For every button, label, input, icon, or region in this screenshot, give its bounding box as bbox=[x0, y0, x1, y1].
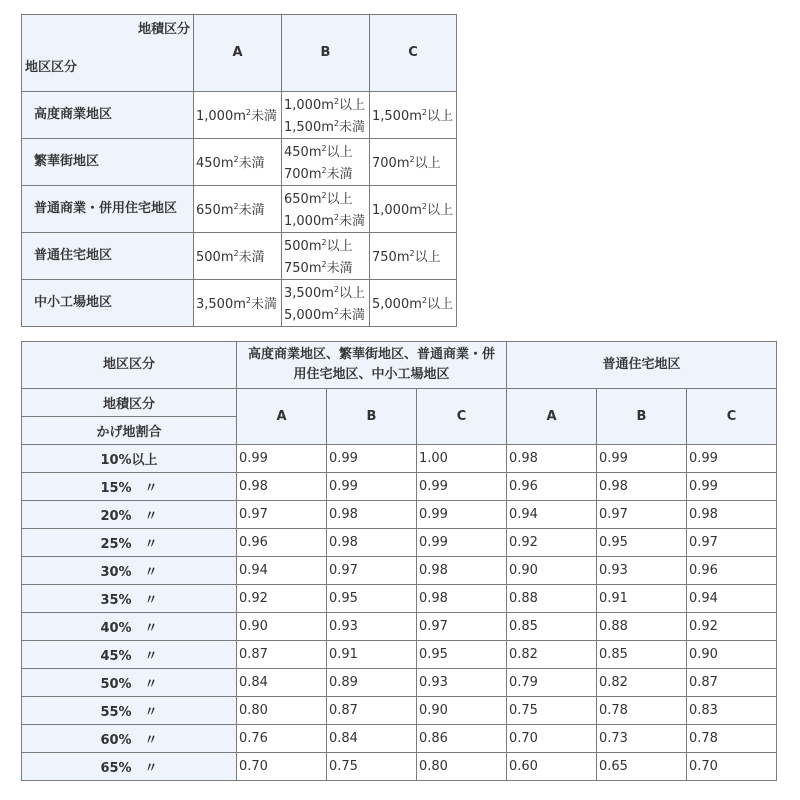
correction-value: 0.98 bbox=[417, 557, 507, 585]
commercial-group-header bbox=[237, 342, 507, 389]
area-suffix: 以上 bbox=[414, 250, 441, 265]
correction-value: 0.98 bbox=[417, 585, 507, 613]
correction-value: 0.75 bbox=[327, 753, 417, 781]
correction-value: 0.92 bbox=[687, 613, 777, 641]
correction-value: 0.90 bbox=[687, 641, 777, 669]
area-measure-b2 bbox=[284, 308, 365, 323]
area-cell-a bbox=[194, 233, 282, 280]
area-cell-b bbox=[282, 92, 370, 139]
square-superscript: 2 bbox=[321, 238, 327, 247]
correction-value: 0.94 bbox=[507, 501, 597, 529]
correction-value: 0.98 bbox=[687, 501, 777, 529]
area-cell-a bbox=[194, 139, 282, 186]
area-number: 700m bbox=[372, 156, 410, 171]
area-cell-b bbox=[282, 139, 370, 186]
area-suffix: 未満 bbox=[338, 120, 365, 135]
area-suffix: 未満 bbox=[326, 261, 353, 276]
col-header-a: A bbox=[194, 15, 282, 92]
correction-value: 0.97 bbox=[687, 529, 777, 557]
area-number: 650m bbox=[196, 203, 234, 218]
shade-ratio-label: 45% 〃 bbox=[22, 641, 237, 669]
area-measure-b2 bbox=[284, 261, 353, 276]
area-suffix: 以上 bbox=[414, 156, 441, 171]
district-group-row bbox=[22, 342, 777, 389]
correction-value: 0.78 bbox=[687, 725, 777, 753]
correction-value: 0.92 bbox=[237, 585, 327, 613]
correction-value: 0.84 bbox=[237, 669, 327, 697]
col-header-c: C bbox=[370, 15, 457, 92]
correction-value: 0.82 bbox=[507, 641, 597, 669]
square-superscript: 2 bbox=[421, 108, 427, 117]
square-superscript: 2 bbox=[245, 296, 251, 305]
shade-ratio-row bbox=[22, 473, 777, 501]
area-number: 5,000m bbox=[372, 297, 422, 312]
area-measure-b2 bbox=[284, 120, 365, 135]
area-number: 450m bbox=[284, 145, 322, 160]
shade-ratio-label: 30% 〃 bbox=[22, 557, 237, 585]
correction-value: 0.91 bbox=[327, 641, 417, 669]
correction-value: 0.70 bbox=[237, 753, 327, 781]
correction-value: 0.99 bbox=[327, 473, 417, 501]
shade-ratio-label: 40% 〃 bbox=[22, 613, 237, 641]
correction-value: 0.85 bbox=[507, 613, 597, 641]
shade-ratio-row bbox=[22, 669, 777, 697]
square-superscript: 2 bbox=[409, 249, 415, 258]
shade-ratio-label: 20% 〃 bbox=[22, 501, 237, 529]
shade-ratio-table bbox=[21, 341, 777, 781]
shade-ratio-label: 35% 〃 bbox=[22, 585, 237, 613]
correction-value: 0.87 bbox=[237, 641, 327, 669]
shade-ratio-row bbox=[22, 753, 777, 781]
area-suffix: 未満 bbox=[250, 109, 277, 124]
area-class-row bbox=[22, 389, 777, 417]
area-measure-a bbox=[196, 250, 265, 265]
area-measure-b2 bbox=[284, 214, 365, 229]
shade-ratio-label: 60% 〃 bbox=[22, 725, 237, 753]
col-header-c-2: C bbox=[687, 389, 777, 445]
square-superscript: 2 bbox=[333, 213, 339, 222]
correction-value: 0.85 bbox=[597, 641, 687, 669]
correction-value: 0.98 bbox=[327, 501, 417, 529]
correction-value: 0.73 bbox=[597, 725, 687, 753]
correction-value: 0.93 bbox=[417, 669, 507, 697]
area-header-row bbox=[22, 15, 457, 92]
correction-value: 0.99 bbox=[237, 445, 327, 473]
correction-value: 0.93 bbox=[327, 613, 417, 641]
shade-ratio-label: 65% 〃 bbox=[22, 753, 237, 781]
correction-value: 0.84 bbox=[327, 725, 417, 753]
area-suffix: 以上 bbox=[426, 297, 453, 312]
correction-value: 0.89 bbox=[327, 669, 417, 697]
district-row bbox=[22, 92, 457, 139]
area-cell-c bbox=[370, 280, 457, 327]
col-header-b-2: B bbox=[597, 389, 687, 445]
area-suffix: 以上 bbox=[326, 192, 353, 207]
col-header-b-1: B bbox=[327, 389, 417, 445]
correction-value: 0.82 bbox=[597, 669, 687, 697]
correction-value: 0.90 bbox=[507, 557, 597, 585]
area-cell-a bbox=[194, 92, 282, 139]
square-superscript: 2 bbox=[333, 307, 339, 316]
ratio-label-cell: かげ地割合 bbox=[22, 417, 237, 445]
district-row bbox=[22, 186, 457, 233]
area-cell-b bbox=[282, 280, 370, 327]
col-header-c-1: C bbox=[417, 389, 507, 445]
area-suffix: 未満 bbox=[338, 308, 365, 323]
district-row bbox=[22, 280, 457, 327]
correction-value: 0.98 bbox=[597, 473, 687, 501]
area-suffix: 以上 bbox=[338, 286, 365, 301]
area-number: 750m bbox=[372, 250, 410, 265]
area-suffix: 未満 bbox=[238, 250, 265, 265]
district-row bbox=[22, 233, 457, 280]
area-number: 500m bbox=[284, 239, 322, 254]
correction-value: 0.75 bbox=[507, 697, 597, 725]
correction-value: 0.87 bbox=[327, 697, 417, 725]
correction-value: 0.96 bbox=[237, 529, 327, 557]
square-superscript: 2 bbox=[409, 155, 415, 164]
square-superscript: 2 bbox=[321, 144, 327, 153]
correction-value: 1.00 bbox=[417, 445, 507, 473]
corner-district-label: 地区区分 bbox=[25, 60, 78, 75]
correction-value: 0.95 bbox=[327, 585, 417, 613]
area-cell-c bbox=[370, 186, 457, 233]
shade-ratio-row bbox=[22, 725, 777, 753]
correction-value: 0.99 bbox=[417, 529, 507, 557]
square-superscript: 2 bbox=[421, 296, 427, 305]
area-cell-a bbox=[194, 280, 282, 327]
correction-value: 0.99 bbox=[687, 473, 777, 501]
area-suffix: 未満 bbox=[250, 297, 277, 312]
correction-value: 0.60 bbox=[507, 753, 597, 781]
area-suffix: 未満 bbox=[326, 167, 353, 182]
corner-area-label: 地積区分 bbox=[137, 22, 190, 37]
col-header-a-1: A bbox=[237, 389, 327, 445]
square-superscript: 2 bbox=[333, 97, 339, 106]
square-superscript: 2 bbox=[233, 249, 239, 258]
correction-value: 0.98 bbox=[237, 473, 327, 501]
shade-ratio-row bbox=[22, 641, 777, 669]
shade-ratio-label: 50% 〃 bbox=[22, 669, 237, 697]
area-measure-b1 bbox=[284, 192, 353, 207]
area-number: 1,000m bbox=[372, 203, 422, 218]
correction-value: 0.78 bbox=[597, 697, 687, 725]
area-cell-c bbox=[370, 139, 457, 186]
correction-value: 0.99 bbox=[417, 501, 507, 529]
area-number: 750m bbox=[284, 261, 322, 276]
district-name: 普通商業・併用住宅地区 bbox=[22, 186, 194, 233]
correction-value: 0.80 bbox=[417, 753, 507, 781]
area-measure-c bbox=[372, 297, 453, 312]
shade-ratio-row bbox=[22, 557, 777, 585]
area-classification-table bbox=[21, 14, 457, 327]
square-superscript: 2 bbox=[333, 285, 339, 294]
area-number: 450m bbox=[196, 156, 234, 171]
area-number: 500m bbox=[196, 250, 234, 265]
area-suffix: 以上 bbox=[326, 239, 353, 254]
area-measure-b1 bbox=[284, 145, 353, 160]
correction-value: 0.80 bbox=[237, 697, 327, 725]
shade-ratio-row bbox=[22, 501, 777, 529]
correction-value: 0.76 bbox=[237, 725, 327, 753]
shade-ratio-row bbox=[22, 445, 777, 473]
correction-value: 0.97 bbox=[597, 501, 687, 529]
correction-value: 0.92 bbox=[507, 529, 597, 557]
district-name: 高度商業地区 bbox=[22, 92, 194, 139]
shade-ratio-label: 25% 〃 bbox=[22, 529, 237, 557]
district-name: 繁華街地区 bbox=[22, 139, 194, 186]
correction-value: 0.86 bbox=[417, 725, 507, 753]
district-name: 普通住宅地区 bbox=[22, 233, 194, 280]
correction-value: 0.98 bbox=[327, 529, 417, 557]
correction-value: 0.65 bbox=[597, 753, 687, 781]
area-cell-b bbox=[282, 186, 370, 233]
square-superscript: 2 bbox=[321, 191, 327, 200]
shade-ratio-row bbox=[22, 697, 777, 725]
correction-value: 0.88 bbox=[507, 585, 597, 613]
district-name: 中小工場地区 bbox=[22, 280, 194, 327]
district-label-cell: 地区区分 bbox=[22, 342, 237, 389]
correction-value: 0.99 bbox=[687, 445, 777, 473]
correction-value: 0.95 bbox=[417, 641, 507, 669]
area-measure-b1 bbox=[284, 98, 365, 113]
area-measure-c bbox=[372, 203, 453, 218]
area-number: 1,000m bbox=[284, 214, 334, 229]
shade-ratio-label: 15% 〃 bbox=[22, 473, 237, 501]
correction-value: 0.90 bbox=[237, 613, 327, 641]
correction-value: 0.96 bbox=[507, 473, 597, 501]
correction-value: 0.99 bbox=[417, 473, 507, 501]
correction-value: 0.79 bbox=[507, 669, 597, 697]
correction-value: 0.91 bbox=[597, 585, 687, 613]
area-cell-a bbox=[194, 186, 282, 233]
square-superscript: 2 bbox=[245, 108, 251, 117]
correction-value: 0.93 bbox=[597, 557, 687, 585]
correction-value: 0.99 bbox=[327, 445, 417, 473]
correction-value: 0.70 bbox=[687, 753, 777, 781]
correction-value: 0.88 bbox=[597, 613, 687, 641]
correction-value: 0.87 bbox=[687, 669, 777, 697]
area-suffix: 以上 bbox=[426, 109, 453, 124]
district-row bbox=[22, 139, 457, 186]
square-superscript: 2 bbox=[233, 202, 239, 211]
commercial-group-line2: 用住宅地区、中小工場地区 bbox=[293, 367, 450, 382]
area-suffix: 以上 bbox=[338, 98, 365, 113]
shade-ratio-body bbox=[22, 342, 777, 781]
shade-ratio-label: 10%以上 bbox=[22, 445, 237, 473]
area-measure-a bbox=[196, 203, 265, 218]
area-measure-c bbox=[372, 109, 453, 124]
area-number: 700m bbox=[284, 167, 322, 182]
area-number: 1,500m bbox=[284, 120, 334, 135]
shade-ratio-label: 55% 〃 bbox=[22, 697, 237, 725]
area-classification-body bbox=[22, 15, 457, 327]
area-number: 3,500m bbox=[196, 297, 246, 312]
col-header-b: B bbox=[282, 15, 370, 92]
area-number: 3,500m bbox=[284, 286, 334, 301]
area-number: 1,000m bbox=[284, 98, 334, 113]
shade-ratio-row bbox=[22, 613, 777, 641]
area-number: 5,000m bbox=[284, 308, 334, 323]
square-superscript: 2 bbox=[333, 119, 339, 128]
shade-ratio-row bbox=[22, 529, 777, 557]
correction-value: 0.90 bbox=[417, 697, 507, 725]
corner-header-cell bbox=[22, 15, 194, 92]
area-measure-a bbox=[196, 297, 277, 312]
correction-value: 0.83 bbox=[687, 697, 777, 725]
residential-group-header: 普通住宅地区 bbox=[507, 342, 777, 389]
col-header-a-2: A bbox=[507, 389, 597, 445]
area-number: 1,000m bbox=[196, 109, 246, 124]
area-cell-c bbox=[370, 92, 457, 139]
shade-ratio-row bbox=[22, 585, 777, 613]
square-superscript: 2 bbox=[421, 202, 427, 211]
area-measure-b1 bbox=[284, 239, 353, 254]
area-measure-a bbox=[196, 156, 265, 171]
correction-value: 0.95 bbox=[597, 529, 687, 557]
area-cell-b bbox=[282, 233, 370, 280]
area-suffix: 以上 bbox=[426, 203, 453, 218]
square-superscript: 2 bbox=[321, 260, 327, 269]
correction-value: 0.94 bbox=[687, 585, 777, 613]
area-suffix: 未満 bbox=[238, 203, 265, 218]
correction-value: 0.97 bbox=[417, 613, 507, 641]
area-suffix: 以上 bbox=[326, 145, 353, 160]
area-suffix: 未満 bbox=[338, 214, 365, 229]
area-measure-b2 bbox=[284, 167, 353, 182]
correction-value: 0.96 bbox=[687, 557, 777, 585]
area-cell-c bbox=[370, 233, 457, 280]
area-measure-c bbox=[372, 250, 441, 265]
correction-value: 0.99 bbox=[597, 445, 687, 473]
correction-value: 0.98 bbox=[507, 445, 597, 473]
correction-value: 0.94 bbox=[237, 557, 327, 585]
square-superscript: 2 bbox=[321, 166, 327, 175]
commercial-group-line1: 高度商業地区、繁華街地区、普通商業・併 bbox=[247, 347, 495, 362]
correction-value: 0.70 bbox=[507, 725, 597, 753]
correction-value: 0.97 bbox=[237, 501, 327, 529]
area-measure-b1 bbox=[284, 286, 365, 301]
area-measure-c bbox=[372, 156, 441, 171]
area-measure-a bbox=[196, 109, 277, 124]
area-number: 1,500m bbox=[372, 109, 422, 124]
square-superscript: 2 bbox=[233, 155, 239, 164]
area-label-cell: 地積区分 bbox=[22, 389, 237, 417]
area-number: 650m bbox=[284, 192, 322, 207]
area-suffix: 未満 bbox=[238, 156, 265, 171]
correction-value: 0.97 bbox=[327, 557, 417, 585]
